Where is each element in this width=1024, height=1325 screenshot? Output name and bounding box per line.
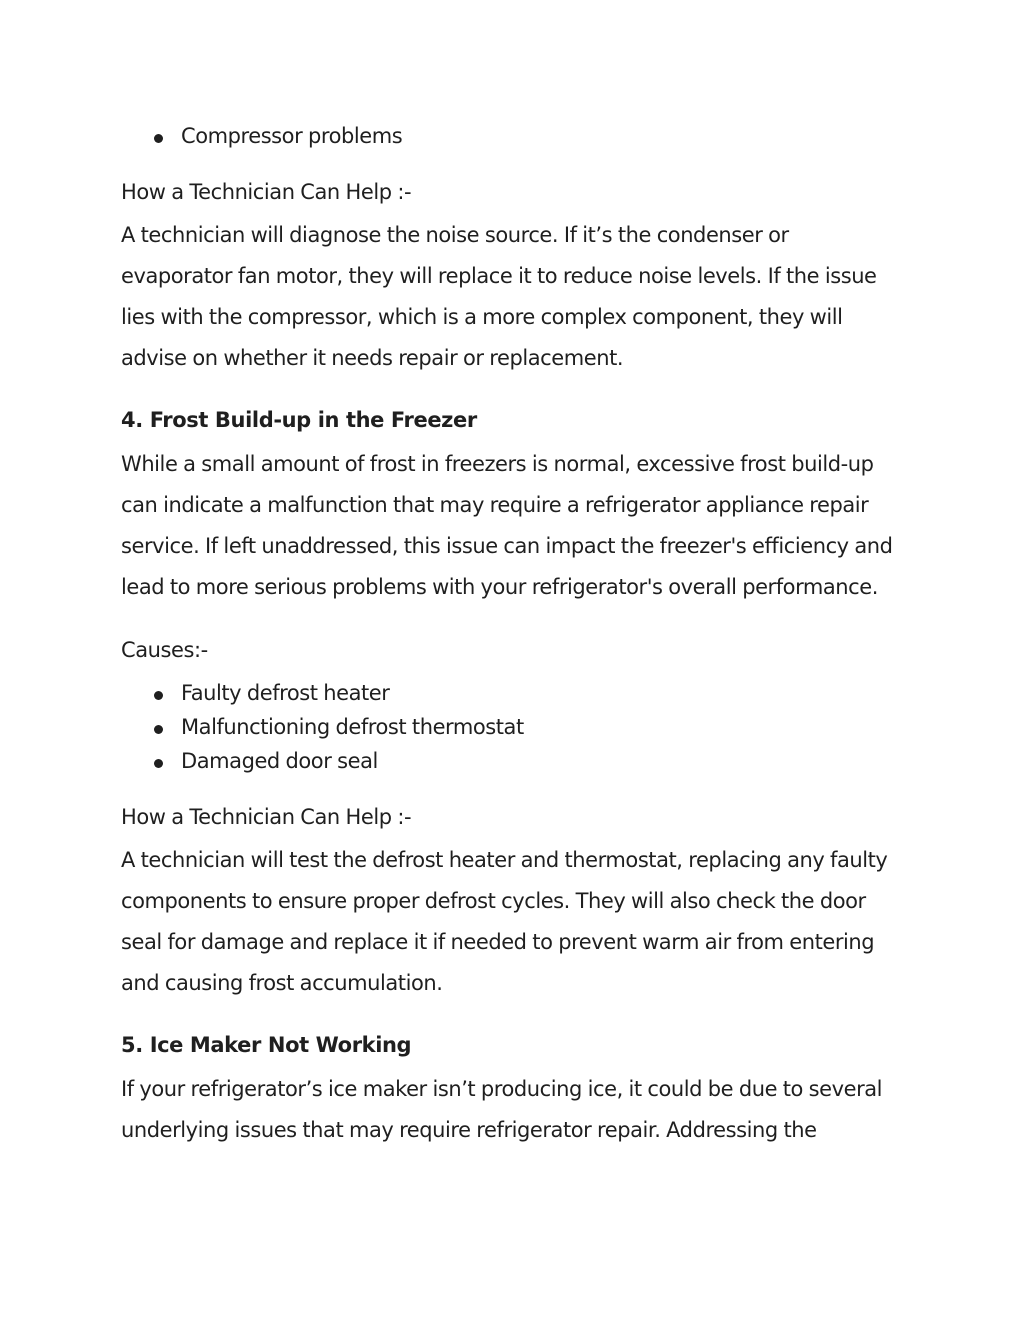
paragraph-line: While a small amount of frost in freezers is normal, excessive frost build-up bbox=[121, 452, 874, 476]
paragraph-line: lead to more serious problems with your refrigerator's overall performance. bbox=[121, 575, 878, 599]
frost-intro-paragraph bbox=[121, 444, 893, 608]
paragraph-line: and causing frost accumulation. bbox=[121, 971, 443, 995]
bullet-icon bbox=[154, 134, 163, 143]
causes-label: Causes:- bbox=[121, 638, 208, 662]
bullet-icon bbox=[154, 691, 163, 700]
list-item-text: Faulty defrost heater bbox=[181, 681, 390, 705]
technician-help-label: How a Technician Can Help :- bbox=[121, 805, 412, 829]
bullet-icon bbox=[154, 759, 163, 768]
paragraph-line: can indicate a malfunction that may require a refrigerator appliance repair bbox=[121, 493, 869, 517]
bullet-icon bbox=[154, 725, 163, 734]
ice-maker-intro-paragraph bbox=[121, 1069, 882, 1151]
paragraph-line: evaporator fan motor, they will replace it to reduce noise levels. If the issue bbox=[121, 264, 877, 288]
section-heading-frost: 4. Frost Build-up in the Freezer bbox=[121, 408, 477, 432]
list-item-text: Damaged door seal bbox=[181, 749, 378, 773]
paragraph-line: underlying issues that may require refrigerator repair. Addressing the bbox=[121, 1118, 817, 1142]
paragraph-line: A technician will test the defrost heater and thermostat, replacing any faulty bbox=[121, 848, 888, 872]
paragraph-line: advise on whether it needs repair or replacement. bbox=[121, 346, 624, 370]
technician-help-paragraph bbox=[121, 215, 877, 379]
section-heading-ice-maker: 5. Ice Maker Not Working bbox=[121, 1033, 412, 1057]
list-item bbox=[121, 119, 402, 153]
technician-help-label: How a Technician Can Help :- bbox=[121, 180, 412, 204]
compressor-list bbox=[121, 119, 402, 153]
paragraph-line: A technician will diagnose the noise source. If it’s the condenser or bbox=[121, 223, 789, 247]
technician-help-paragraph bbox=[121, 840, 887, 1004]
paragraph-line: lies with the compressor, which is a more complex component, they will bbox=[121, 305, 843, 329]
paragraph-line: service. If left unaddressed, this issue can impact the freezer's efficiency and bbox=[121, 534, 893, 558]
paragraph-line: components to ensure proper defrost cycles. They will also check the door bbox=[121, 889, 866, 913]
paragraph-line: seal for damage and replace it if needed to prevent warm air from entering bbox=[121, 930, 875, 954]
list-item bbox=[121, 710, 524, 744]
list-item-text: Malfunctioning defrost thermostat bbox=[181, 715, 524, 739]
list-item bbox=[121, 744, 524, 778]
paragraph-line: If your refrigerator’s ice maker isn’t producing ice, it could be due to several bbox=[121, 1077, 883, 1101]
causes-list bbox=[121, 676, 524, 778]
list-item bbox=[121, 676, 524, 710]
list-item-text: Compressor problems bbox=[181, 124, 403, 148]
